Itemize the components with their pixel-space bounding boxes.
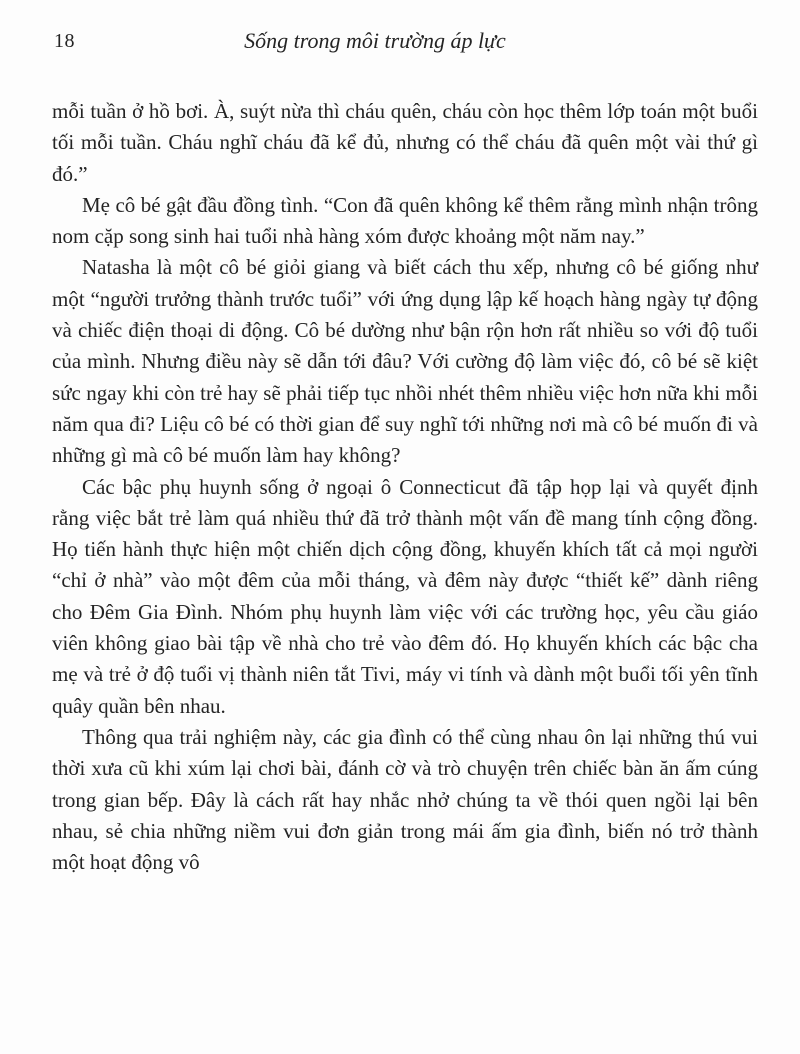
paragraph: Natasha là một cô bé giỏi giang và biết cách thu xếp, nhưng cô bé giống như một “người trưởng thành trước tuổi” với ứng dụng lập kế hoạch hàng ngày tự động và chiếc điện thoại di động. Cô bé dường như bận rộn hơn rất nhiều so với độ tuổi của mình. Nhưng điều này sẽ dẫn tới đâu? Với cường độ làm việc đó, cô bé sẽ kiệt sức ngay khi còn trẻ hay sẽ phải tiếp tục nhồi nhét thêm nhiều việc hơn nữa khi mỗi năm qua đi? Liệu cô bé có thời gian để suy nghĩ tới những nơi mà cô bé muốn đi và những gì mà cô bé muốn làm hay không?: [52, 255, 758, 468]
body-text: [52, 96, 758, 878]
paragraph: Mẹ cô bé gật đầu đồng tình. “Con đã quên không kể thêm rằng mình nhận trông nom cặp song sinh hai tuổi nhà hàng xóm được khoảng một năm nay.”: [52, 192, 758, 249]
paragraph: mỗi tuần ở hồ bơi. À, suýt nừa thì cháu quên, cháu còn học thêm lớp toán một buổi tối mỗi tuần. Cháu nghĩ cháu đã kể đủ, nhưng có thể cháu đã quên một vài thứ gì đó.”: [52, 99, 758, 186]
page-number: 18: [54, 30, 75, 52]
page-header: [52, 28, 758, 60]
running-title: Sống trong môi trường áp lực: [244, 28, 506, 53]
paragraph: Các bậc phụ huynh sống ở ngoại ô Connecticut đã tập họp lại và quyết định rằng việc bắt trẻ làm quá nhiều thứ đã trở thành một vấn đề mang tính cộng đồng. Họ tiến hành thực hiện một chiến dịch cộng đồng, khuyến khích tất cả mọi người “chỉ ở nhà” vào một đêm của mỗi tháng, và đêm này được “thiết kế” dành riêng cho Đêm Gia Đình. Nhóm phụ huynh làm việc với các trường học, yêu cầu giáo viên không giao bài tập về nhà cho trẻ vào đêm đó. Họ khuyến khích các bậc cha mẹ và trẻ ở độ tuổi vị thành niên tắt Tivi, máy vi tính và dành một buổi tối yên tĩnh quây quần bên nhau.: [52, 474, 758, 718]
paragraph: Thông qua trải nghiệm này, các gia đình có thể cùng nhau ôn lại những thú vui thời xưa cũ khi xúm lại chơi bài, đánh cờ và trò chuyện trên chiếc bàn ăn ấm cúng trong gian bếp. Đây là cách rất hay nhắc nhở chúng ta về thói quen ngồi lại bên nhau, sẻ chia những niềm vui đơn giản trong mái ấm gia đình, biến nó trở thành một hoạt động vô: [52, 724, 758, 875]
